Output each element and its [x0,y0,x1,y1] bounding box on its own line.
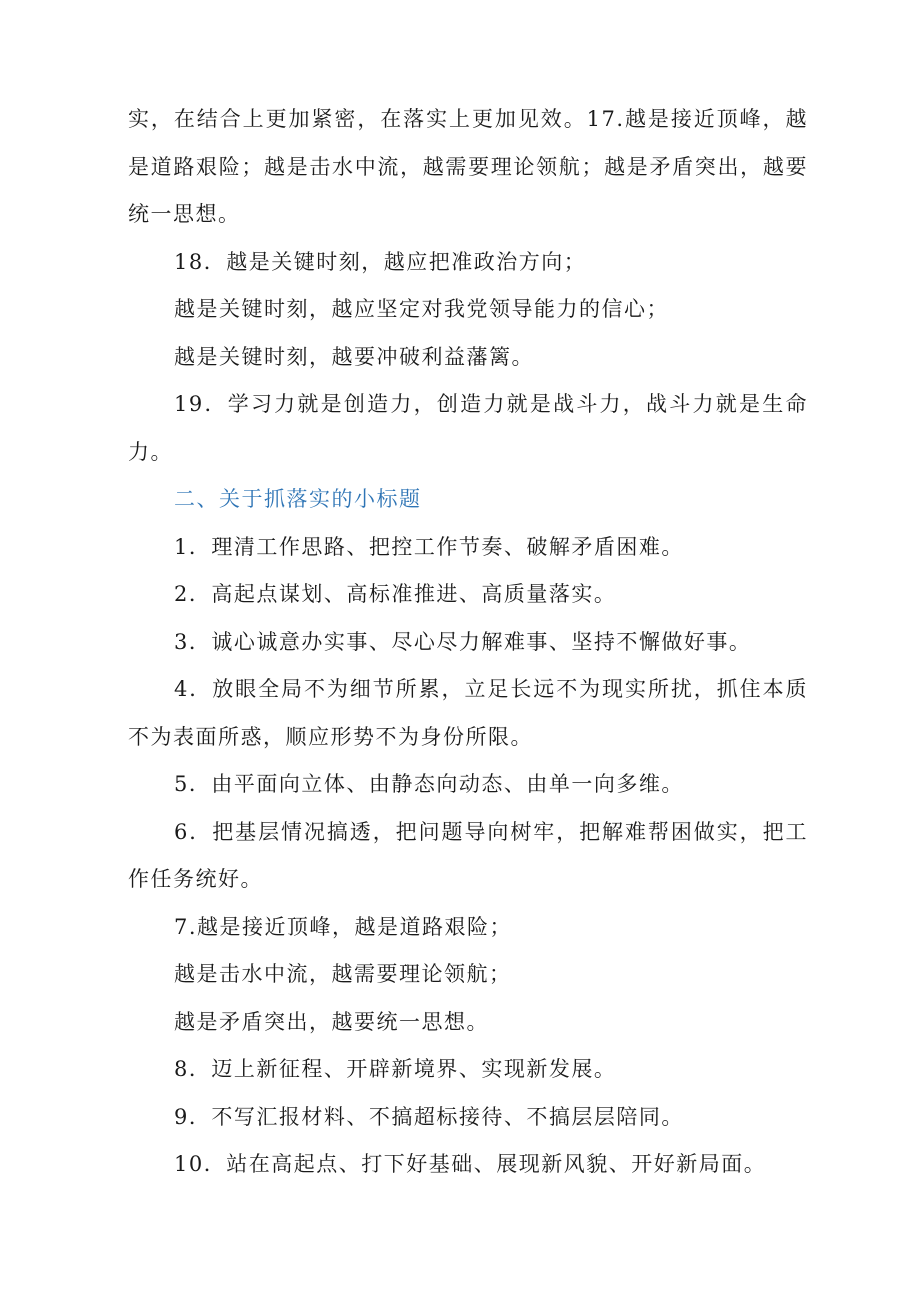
paragraph-item-1: 1．理清工作思路、把控工作节奏、破解矛盾困难。 [174,534,684,559]
paragraph-item-3: 3．诚心诚意办实事、尽心尽力解难事、坚持不懈做好事。 [174,629,752,654]
paragraph-item-18-line-3: 越是关键时刻，越要冲破利益藩篱。 [174,344,534,369]
paragraph-item-8: 8．迈上新征程、开辟新境界、实现新发展。 [174,1057,617,1081]
paragraph-item-18: 18．越是关键时刻，越应把准政治方向； [174,249,587,274]
paragraph-item-2: 2．高起点谋划、高标准推进、高质量落实。 [174,582,617,606]
paragraph-item-9: 9．不写汇报材料、不搞超标接待、不搞层层陪同。 [174,1104,684,1129]
paragraph-item-10: 10．站在高起点、打下好基础、展现新风貌、开好新局面。 [174,1152,767,1176]
paragraph-continuation: 实，在结合上更加紧密，在落实上更加见效。17.越是接近顶峰，越是道路艰险；越是击水中流，越需要理论领航；越是矛盾突出，越要统一思想。 [128,107,808,226]
paragraph-item-19: 19．学习力就是创造力，创造力就是战斗力，战斗力就是生命力。 [128,392,808,464]
paragraph-item-7-line-3: 越是矛盾突出，越要统一思想。 [174,1009,489,1034]
document-body [128,96,808,1189]
paragraph-item-5: 5．由平面向立体、由静态向动态、由单一向多维。 [174,772,684,796]
paragraph-item-18-line-2: 越是关键时刻，越应坚定对我党领导能力的信心； [174,297,669,321]
paragraph-item-7: 7.越是接近顶峰，越是道路艰险； [174,914,513,939]
paragraph-item-6: 6．把基层情况搞透，把问题导向树牢，把解难帮困做实，把工作任务统好。 [128,819,808,891]
paragraph-item-4: 4．放眼全局不为细节所累，立足长远不为现实所扰，抓住本质不为表面所惑，顺应形势不为身份所限。 [128,677,808,749]
section-heading: 二、关于抓落实的小标题 [174,487,422,511]
paragraph-item-7-line-2: 越是击水中流，越需要理论领航； [174,962,512,986]
